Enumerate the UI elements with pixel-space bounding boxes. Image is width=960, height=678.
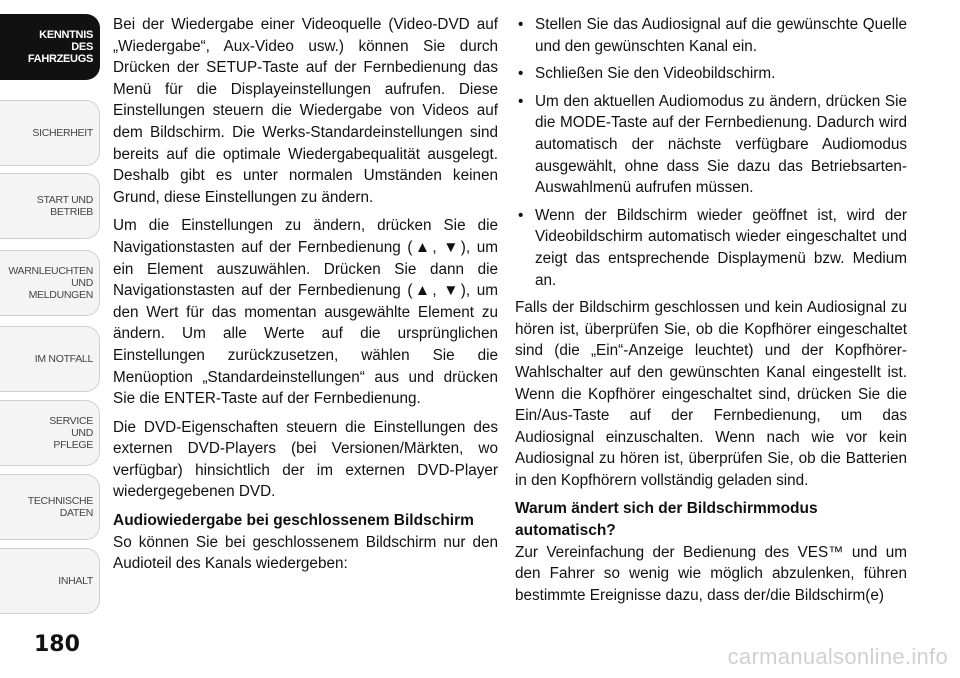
chapter-index-tabs bbox=[0, 0, 104, 600]
tab-label: WARNLEUCHTEN UND MELDUNGEN bbox=[8, 265, 93, 301]
tab-im-notfall[interactable] bbox=[0, 326, 100, 392]
list-item: • Stellen Sie das Audiosignal auf die gewünschte Quelle und den gewünschten Kanal ein. bbox=[515, 14, 907, 57]
list-item: • Um den aktuellen Audiomodus zu ändern, drücken Sie die MODE-Taste auf der Fernbedienung. Dadurch wird automatisch der nächste verfügbare Audiomodus ausgewählt, ohne dass Sie dazu das Betriebsarten-Auswahlmenü aufrufen müssen. bbox=[515, 91, 907, 199]
right-text-column bbox=[515, 14, 907, 613]
tab-label: KENNTNIS DES FAHRZEUGS bbox=[27, 29, 93, 65]
tab-label: START UND BETRIEB bbox=[36, 194, 93, 218]
tab-service-und-pflege[interactable] bbox=[0, 400, 100, 466]
list-item: • Wenn der Bildschirm wieder geöffnet ist, wird der Videobildschirm automatisch wieder eingeschaltet und zeigt das entsprechende Displaymenü bzw. Medium an. bbox=[515, 205, 907, 291]
section-heading: Audiowiedergabe bei geschlossenem Bildschirm bbox=[113, 512, 474, 530]
paragraph: Bei der Wiedergabe einer Videoquelle (Video-DVD auf „Wiedergabe“, Aux-Video usw.) können Sie durch Drücken der SETUP-Taste auf der Fernbedienung das Menü für die Displayeinstellungen aufrufen. Diese Einstellungen steuern die Wiedergabe von Videos auf dem Bildschirm. Die Werks-Standardeinstellungen sind bereits auf die optimale Wiedergabequalität ausgelegt. Deshalb gibt es unter normalen Umständen keinen Grund, diese Einstellungen zu ändern. bbox=[113, 16, 498, 206]
section-heading: Warum ändert sich der Bildschirmmodus automatisch? bbox=[515, 500, 818, 540]
watermark: carmanualsonline.info bbox=[727, 644, 948, 669]
tab-start-und-betrieb[interactable] bbox=[0, 173, 100, 239]
tab-technische-daten[interactable] bbox=[0, 474, 100, 540]
left-text-column bbox=[113, 14, 498, 582]
tab-inhalt[interactable] bbox=[0, 548, 100, 614]
tab-kenntnis-des-fahrzeugs[interactable] bbox=[0, 14, 100, 80]
instruction-list bbox=[515, 14, 907, 291]
tab-warnleuchten-und-meldungen[interactable] bbox=[0, 250, 100, 316]
tab-label: IM NOTFALL bbox=[34, 353, 93, 365]
tab-label: INHALT bbox=[58, 575, 93, 587]
paragraph: Zur Vereinfachung der Bedienung des VES™ und um den Fahrer so wenig wie möglich abzulenken, führen bestimmte Ereignisse dazu, dass der/die Bildschirm(e) bbox=[515, 543, 907, 604]
tab-label: TECHNISCHE DATEN bbox=[27, 495, 93, 519]
list-item: • Schließen Sie den Videobildschirm. bbox=[515, 63, 907, 85]
paragraph: Die DVD-Eigenschaften steuern die Einstellungen des externen DVD-Players (bei Versionen/Märkten, wo verfügbar) hinsichtlich der im externen DVD-Player wiedergegebenen DVD. bbox=[113, 418, 498, 501]
paragraph: So können Sie bei geschlossenem Bildschirm nur den Audioteil des Kanals wiedergeben: bbox=[113, 533, 498, 573]
page-number: 180 bbox=[34, 632, 80, 657]
paragraph: Falls der Bildschirm geschlossen und kein Audiosignal zu hören ist, überprüfen Sie, ob die Kopfhörer eingeschaltet sind (die „Ein“-Anzeige leuchtet) und der Kopfhörer-Wahlschalter auf den gewünschten Kanal eingestellt ist. Wenn die Kopfhörer eingeschaltet sind, drücken Sie die Ein/Aus-Taste auf der Fernbedienung, um das Audiosignal einzuschalten. Wenn nach wie vor kein Audiosignal zu hören ist, überprüfen Sie, ob die Batterien in den Kopfhörern vollständig geladen sind. bbox=[515, 299, 907, 489]
tab-sicherheit[interactable] bbox=[0, 100, 100, 166]
tab-label: SICHERHEIT bbox=[32, 127, 93, 139]
tab-label: SERVICE UND PFLEGE bbox=[49, 415, 93, 451]
paragraph: Um die Einstellungen zu ändern, drücken Sie die Navigationstasten auf der Fernbedienung (▲, ▼), um ein Element auszuwählen. Drücken Sie dann die Navigationstasten auf der Fernbedienung (▲, ▼), um den Wert für das momentan ausgewählte Element zu ändern. Um alle Werte auf die ursprünglichen Einstellungen zurückzusetzen, wählen Sie die Menüoption „Standardeinstellungen“ aus und drücken Sie die ENTER-Taste auf der Fernbedienung. bbox=[113, 217, 498, 408]
